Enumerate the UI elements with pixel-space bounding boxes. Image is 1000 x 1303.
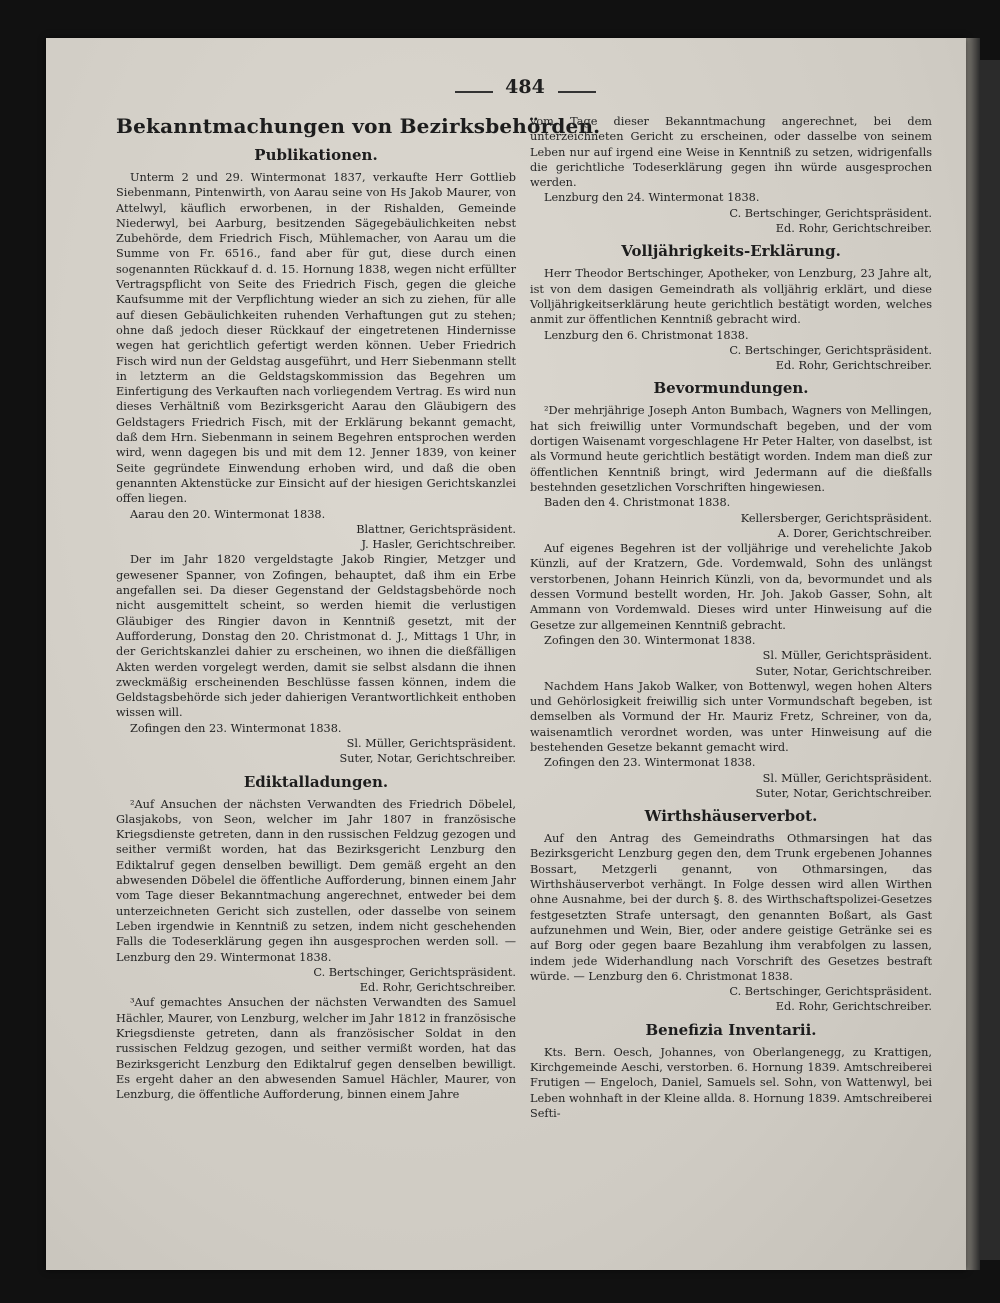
heading-ediktalladungen: Ediktalladungen. bbox=[243, 772, 389, 791]
tavern-ban-text: Auf den Antrag des Gemeindraths Othmarsingen hat das Bezirksgericht Lenzburg gegen den, dem Trunk ergebenen Johannes Bossart, Metzgerli genannt, von Othmarsingen, das Wirthshäuserverbot verhängt. In Folge dessen wird allen Wirthen ohne Ausnahme, bei der durch §. 8. des Wirthschaftspolizei-Gesetzes festgesetzten Strafe untersagt, den genannten Boßart, als Gast aufzunehmen und Wein, Bier, oder andere geistige Getränke sei es auf Borg oder gegen baare Bezahlung ihm verabfolgen zu lassen, indem jede Widerhandlung nach Vorschrift des Gesetzes bestraft würde. — Lenzburg den 6. Christmonat 1838. bbox=[530, 832, 932, 983]
heading-publikationen: Publikationen. bbox=[254, 146, 378, 164]
guardianship-1-signature-president: Kellersberger, Gerichtspräsident. bbox=[740, 511, 932, 525]
publication-2-signature-clerk: Suter, Notar, Gerichtschreiber. bbox=[339, 752, 516, 766]
guardianship-1-text: ²Der mehrjährige Joseph Anton Bumbach, Wagners von Mellingen, hat sich freiwillig unter Vormundschaft begeben, und der vom dortigen Waisenamt vorgeschlagene Hr Peter Halter, von daselbst, ist als Vormund heute gerichtlich bestätigt worden. Indem man dieß zur öffentlichen Kenntniß bringt, wird Jedermann auf die dießfalls bestehnden gesetzlichen Vorschriften hingewiesen. bbox=[530, 404, 932, 494]
publication-1-signature-clerk: J. Hasler, Gerichtschreiber. bbox=[361, 538, 516, 552]
guardianship-1-signature-clerk: A. Dorer, Gerichtschreiber. bbox=[777, 526, 932, 540]
edict-2-continuation-text: vom Tage dieser Bekanntmachung angerechnet, bei dem unterzeichneten Gericht zu erscheinen, oder dasselbe von seinem Leben nur auf irgend eine Weise in Kenntniß zu setzen, widrigenfalls die gerichtliche Todeserklärung gegen ihn würde ausgesprochen werden. bbox=[530, 115, 932, 190]
majority-declaration-date: Lenzburg den 6. Christmonat 1838. bbox=[544, 328, 749, 342]
edict-1-signature-president: C. Bertschinger, Gerichtspräsident. bbox=[313, 965, 516, 979]
edict-2-text: ³Auf gemachtes Ansuchen der nächsten Verwandten des Samuel Hächler, Maurer, von Lenzburg, welcher im Jahr 1812 in französische Kriegsdienste getreten, dann als französischer Soldat in den russischen Feldzug gezogen, und seither vermißt worden, hat das Bezirksgericht Lenzburg den Ediktalruf gegen denselben bewilligt. Es ergeht daher an den abwesenden Samuel Hächler, Maurer, von Lenzburg, die öffentliche Aufforderung, binnen einem Jahre bbox=[116, 996, 516, 1102]
edict-2-signature-president: C. Bertschinger, Gerichtspräsident. bbox=[729, 206, 932, 220]
edict-2-date: Lenzburg den 24. Wintermonat 1838. bbox=[544, 191, 760, 205]
heading-benefizia-inventarii: Benefizia Inventarii. bbox=[645, 1020, 817, 1039]
majority-declaration-text: Herr Theodor Bertschinger, Apotheker, von Lenzburg, 23 Jahre alt, ist von dem dasigen Gemeindrath als volljährig erklärt, und diese Volljährigkeitserklärung heute gerichtlich bestätigt worden, welches anmit zur öffentlichen Kenntniß gebracht wird. bbox=[530, 267, 932, 327]
guardianship-3-signature-clerk: Suter, Notar, Gerichtschreiber. bbox=[755, 786, 932, 800]
heading-volljaehrigkeit: Volljährigkeits-Erklärung. bbox=[621, 242, 841, 261]
benefizia-inventarii-text: Kts. Bern. Oesch, Johannes, von Oberlangenegg, zu Krattigen, Kirchgemeinde Aeschi, verstorben. 6. Hornung 1839. Amtschreiberei Frutigen — Engeloch, Daniel, Samuels sel. Sohn, von Wattenwyl, bei Leben wohnhaft in der Kleine allda. 8. Hornung 1839. Amtschreiberei Sefti- bbox=[530, 1045, 932, 1120]
publication-2-text: Der im Jahr 1820 vergeldstagte Jakob Ringier, Metzger und gewesener Spanner, von Zofingen, behauptet, daß ihm ein Erbe angefallen sei. Da dieser Gegenstand der Geldstagsbehörde noch nicht ausgemittelt scheint, so werden hiemit die verlustigen Gläubiger des Ringier davon in Kenntniß gesetzt, mit der Aufforderung, Donstag den 20. Christmonat d. J., Mittags 1 Uhr, in der Gerichtskanzlei dahier zu erscheinen, wo ihnen die dießfälligen Akten werden vorgelegt werden, damit sie selbst alsdann die ihnen zweckmäßig erscheinenden Beschlüsse fassen können, indem die Geldstagsbehörde sich jeder dahierigen Verantwortlichkeit enthoben wissen will. bbox=[116, 553, 516, 720]
guardianship-2-date: Zofingen den 30. Wintermonat 1838. bbox=[544, 633, 756, 647]
page-number-rule-right bbox=[558, 91, 596, 93]
majority-declaration-signature-clerk: Ed. Rohr, Gerichtschreiber. bbox=[775, 359, 932, 373]
publication-1-date: Aarau den 20. Wintermonat 1838. bbox=[130, 507, 326, 521]
majority-declaration-signature-president: C. Bertschinger, Gerichtspräsident. bbox=[729, 343, 932, 357]
guardianship-2-signature-clerk: Suter, Notar, Gerichtschreiber. bbox=[755, 664, 932, 678]
tavern-ban-signature-clerk: Ed. Rohr, Gerichtschreiber. bbox=[775, 1000, 932, 1014]
page-number: 484 bbox=[505, 76, 545, 98]
right-column bbox=[530, 114, 932, 1121]
left-column bbox=[116, 114, 601, 1103]
page-number-rule-left bbox=[455, 91, 493, 93]
guardianship-3-date: Zofingen den 23. Wintermonat 1838. bbox=[544, 756, 756, 770]
edict-1-signature-clerk: Ed. Rohr, Gerichtschreiber. bbox=[359, 981, 516, 995]
heading-wirthshaeuserverbot: Wirthshäuserverbot. bbox=[644, 807, 818, 826]
main-title: Bekanntmachungen von Bezirksbehörden. bbox=[116, 114, 601, 138]
next-page-edge bbox=[980, 60, 1000, 1260]
publication-2-date: Zofingen den 23. Wintermonat 1838. bbox=[130, 721, 342, 735]
edict-2-signature-clerk: Ed. Rohr, Gerichtschreiber. bbox=[775, 222, 932, 236]
publication-1-text: Unterm 2 und 29. Wintermonat 1837, verkaufte Herr Gottlieb Siebenmann, Pintenwirth, von Aarau seine von Hs Jakob Maurer, von Attelwyl, käuflich erworbenen, in der Rishalden, Gemeinde Niederwyl, bei Aarburg, besitzenden Sägegebäulichkeiten nebst Zubehörde, dem Friedrich Fisch, Mühlemacher, von Aarau um die Summe von Fr. 6516., fand aber für gut, diese durch einen sogenannten Rückkauf d. d. 15. Hornung 1838, wegen nicht erfüllter Vertragspflicht von Seite des Friedrich Fisch, gegen die gleiche Kaufsumme mit der Verpflichtung wieder an sich zu ziehen, für alle auf diesen Gebäulichkeiten ruhenden Verhaftungen gut zu stehen; ohne daß jedoch dieser Rückkauf der eingetretenen Hindernisse wegen hat gerichtlich gefertigt werden können. Ueber Friedrich Fisch wird nun der Geldstag ausgeführt, und Herr Siebenmann stellt in letzterm an die Geldstagskommission das Begehren um Einfertigung des Verkauften nach vorliegendem Vertrag. Es wird nun dieses Verhältniß vom Bezirksgericht Aarau den Gläubigern des Geldstagers Friedrich Fisch, mit der Erklärung bekannt gemacht, daß dem Hrn. Siebenmann in seinem Begehren entsprochen werden wird, wenn dagegen bis und mit dem 12. Jenner 1839, von keiner Seite gegründete Einwendung erhoben wird, und daß die oben genannten Aktenstücke zur Einsicht auf der hiesigen Gerichtskanzlei offen liegen. bbox=[116, 171, 516, 506]
guardianship-1-date: Baden den 4. Christmonat 1838. bbox=[544, 496, 731, 510]
heading-bevormundungen: Bevormundungen. bbox=[653, 379, 809, 398]
publication-2-signature-president: Sl. Müller, Gerichtspräsident. bbox=[346, 736, 516, 750]
guardianship-2-signature-president: Sl. Müller, Gerichtspräsident. bbox=[762, 649, 932, 663]
guardianship-3-text: Nachdem Hans Jakob Walker, von Bottenwyl, wegen hohen Alters und Gehörlosigkeit freiwillig sich unter Vormundschaft begeben, ist demselben als Vormund der Hr. Mauriz Fretz, Schreiner, von da, waisenamtlich verordnet worden, was unter Hinweisung auf die bestehenden Gesetze bekannt gemacht wird. bbox=[530, 679, 932, 754]
guardianship-2-text: Auf eigenes Begehren ist der volljährige und verehelichte Jakob Künzli, auf der Kratzern, Gde. Vordemwald, Sohn des unlängst verstorbenen, Johann Heinrich Künzli, von da, bevormundet und als dessen Vormund bestellt worden, Hr. Joh. Jakob Gasser, Sohn, alt Ammann von Vordemwald. Dieses wird unter Hinweisung auf die Gesetze zur allgemeinen Kenntniß gebracht. bbox=[530, 542, 932, 632]
publication-1-signature-president: Blattner, Gerichtspräsident. bbox=[356, 522, 516, 536]
tavern-ban-signature-president: C. Bertschinger, Gerichtspräsident. bbox=[729, 985, 932, 999]
edict-1-text: ²Auf Ansuchen der nächsten Verwandten des Friedrich Döbelel, Glasjakobs, von Seon, welcher im Jahr 1807 in französische Kriegsdienste getreten, dann in den russischen Feldzug gezogen und seither vermißt worden, hat das Bezirksgericht Lenzburg den Ediktalruf gegen denselben bewilligt. Dem gemäß ergeht an den abwesenden Döbelel die öffentliche Aufforderung, binnen einem Jahr vom Tage dieser Bekanntmachung angerechnet, entweder bei dem unterzeichneten Gericht sich zustellen, oder dasselbe von seinem Leben irgendwie in Kenntniß zu setzen, indem nicht geschehenden Falls die Todeserklärung gegen ihn ausgesprochen werden soll. — Lenzburg den 29. Wintermonat 1838. bbox=[116, 797, 516, 964]
guardianship-3-signature-president: Sl. Müller, Gerichtspräsident. bbox=[762, 771, 932, 785]
